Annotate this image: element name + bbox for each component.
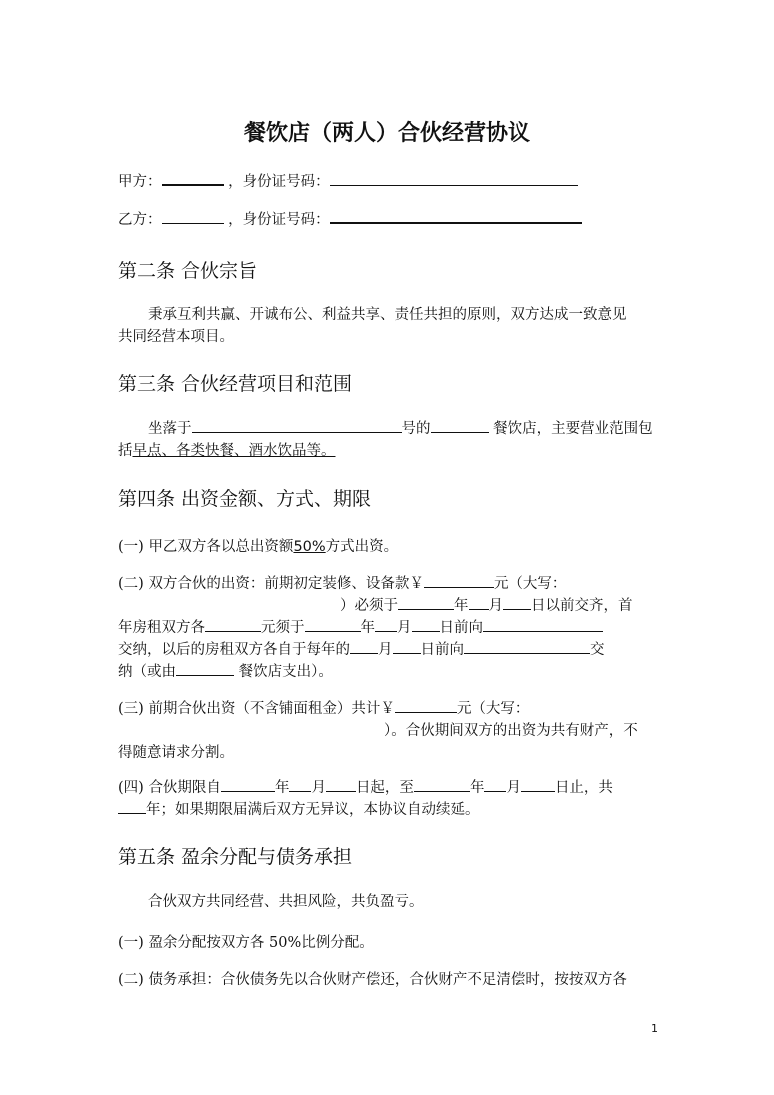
item-number: (二) [118, 576, 144, 592]
month-label: 月 [397, 620, 412, 636]
item-text: 前期合伙出资（不含铺面租金）共计￥ [148, 701, 395, 717]
article-2-para-line2: 共同经营本项目。 [118, 329, 234, 345]
article-5-item-1 [118, 931, 658, 952]
item-text: 元（大写： [456, 701, 530, 717]
month-blank [350, 639, 378, 654]
item-text: 日止，共 [554, 780, 613, 796]
item-text: 餐饮店支出）。 [238, 664, 333, 680]
end-month-blank [484, 777, 506, 792]
article-4-item-4-line1 [118, 776, 658, 797]
item-number: (二) [118, 972, 144, 988]
item-text: 纳（或由 [118, 664, 176, 680]
month-label: 月 [378, 642, 393, 658]
article-3-text-number: 号的 [401, 421, 431, 437]
article-5-item-2 [118, 968, 658, 989]
article-4-item-3-line1 [118, 697, 658, 718]
party-b-id-label: ，身份证号码： [228, 212, 330, 228]
item-text: 日前向 [420, 642, 464, 658]
rent-amount-blank [205, 617, 261, 632]
item-text: 合伙期限自 [148, 780, 221, 796]
month-label: 月 [506, 780, 521, 796]
party-a-label: 甲方： [118, 174, 162, 190]
business-scope: 早点、各类快餐、酒水饮品等。 [132, 443, 336, 459]
article-2-para-line1: 秉承互利共赢、开诚布公、利益共享、责任共担的原则，双方达成一致意见 [148, 307, 627, 323]
article-4-item-3-line2: ）。合伙期间双方的出资为共有财产，不 [384, 723, 638, 739]
document-title: 餐饮店（两人）合伙经营协议 [243, 121, 530, 146]
year-label: 年 [274, 780, 290, 796]
party-a-id-blank [330, 171, 578, 186]
article-4-item-3-line3: 得随意请求分割。 [118, 745, 234, 761]
item-number: (三) [118, 701, 144, 717]
article-3-text-include: 括 [118, 443, 133, 459]
article-4-item-2-line2 [340, 594, 660, 615]
article-5-heading: 第五条 盈余分配与债务承担 [118, 846, 353, 868]
article-4-item-2-line5 [118, 660, 658, 681]
year-label: 年 [454, 598, 469, 614]
month-blank [469, 595, 489, 610]
item-text: 元须于 [261, 620, 305, 636]
article-3-text-shop: 餐饮店，主要营业范围包 [493, 421, 653, 437]
article-4-item-1 [118, 535, 658, 556]
shop-name-blank [176, 661, 234, 676]
shop-name-blank [431, 418, 489, 433]
month-label: 月 [311, 780, 326, 796]
total-amount-blank [395, 698, 457, 713]
term-years-blank [118, 799, 146, 814]
item-text: 盈余分配按双方各 50%比例分配。 [148, 935, 374, 951]
day-blank [412, 617, 440, 632]
day-blank [393, 639, 421, 654]
year-label: 年 [360, 620, 375, 636]
item-text: 元（大写： [493, 576, 567, 592]
article-3-line2 [118, 439, 658, 460]
item-text: 方式出资。 [325, 539, 399, 555]
item-text: 日起，至 [355, 780, 414, 796]
item-text: 年；如果期限届满后双方无异议，本协议自动续延。 [146, 802, 480, 818]
amount-blank [424, 573, 494, 588]
article-3-heading: 第三条 合伙经营项目和范围 [118, 373, 353, 395]
article-2-heading: 第二条 合伙宗旨 [118, 260, 258, 282]
party-b-label: 乙方： [118, 212, 162, 228]
page-number: 1 [651, 1022, 658, 1035]
year-blank [305, 617, 361, 632]
item-text: 日前向 [439, 620, 483, 636]
item-text: ）必须于 [340, 598, 398, 614]
article-3-line1 [148, 417, 688, 438]
item-text: 交纳，以后的房租双方各自于每年的 [118, 642, 350, 658]
article-5-intro: 合伙双方共同经营、共担风险，共负盈亏。 [148, 894, 424, 910]
party-a-id-label: ，身份证号码： [228, 174, 330, 190]
article-4-heading: 第四条 出资金额、方式、期限 [118, 488, 372, 510]
share-percentage: 50% [293, 539, 326, 555]
payee-blank [464, 639, 590, 654]
month-blank [375, 617, 397, 632]
item-text: 年房租双方各 [118, 620, 205, 636]
party-b-name-blank [162, 209, 224, 224]
start-day-blank [326, 777, 356, 792]
start-month-blank [289, 777, 311, 792]
start-year-blank [221, 777, 275, 792]
day-blank [503, 595, 531, 610]
party-a-name-blank [162, 170, 224, 186]
article-4-item-2-line4 [118, 638, 658, 659]
item-text: 日以前交齐，首 [531, 598, 633, 614]
article-3-text-located: 坐落于 [148, 421, 192, 437]
party-b-line [118, 208, 658, 229]
year-blank [398, 595, 454, 610]
item-number: (四) [118, 780, 144, 796]
address-blank [192, 418, 402, 433]
item-text: 债务承担：合伙债务先以合伙财产偿还，合伙财产不足清偿时，按按双方各 [148, 972, 627, 988]
payee-blank [483, 617, 603, 632]
article-4-item-4-line2 [118, 798, 658, 819]
party-a-line [118, 170, 658, 191]
month-label: 月 [488, 598, 503, 614]
end-year-blank [414, 777, 470, 792]
article-4-item-2-line3 [118, 616, 658, 637]
year-label: 年 [469, 780, 485, 796]
item-number: (一) [118, 935, 144, 951]
party-b-id-blank [330, 208, 582, 224]
item-text: 甲乙双方各以总出资额 [148, 539, 294, 555]
article-4-item-2-line1 [118, 572, 658, 593]
item-number: (一) [118, 539, 144, 555]
item-text: 双方合伙的出资：前期初定装修、设备款￥ [148, 576, 424, 592]
item-text: 交 [590, 642, 605, 658]
end-day-blank [521, 777, 555, 792]
